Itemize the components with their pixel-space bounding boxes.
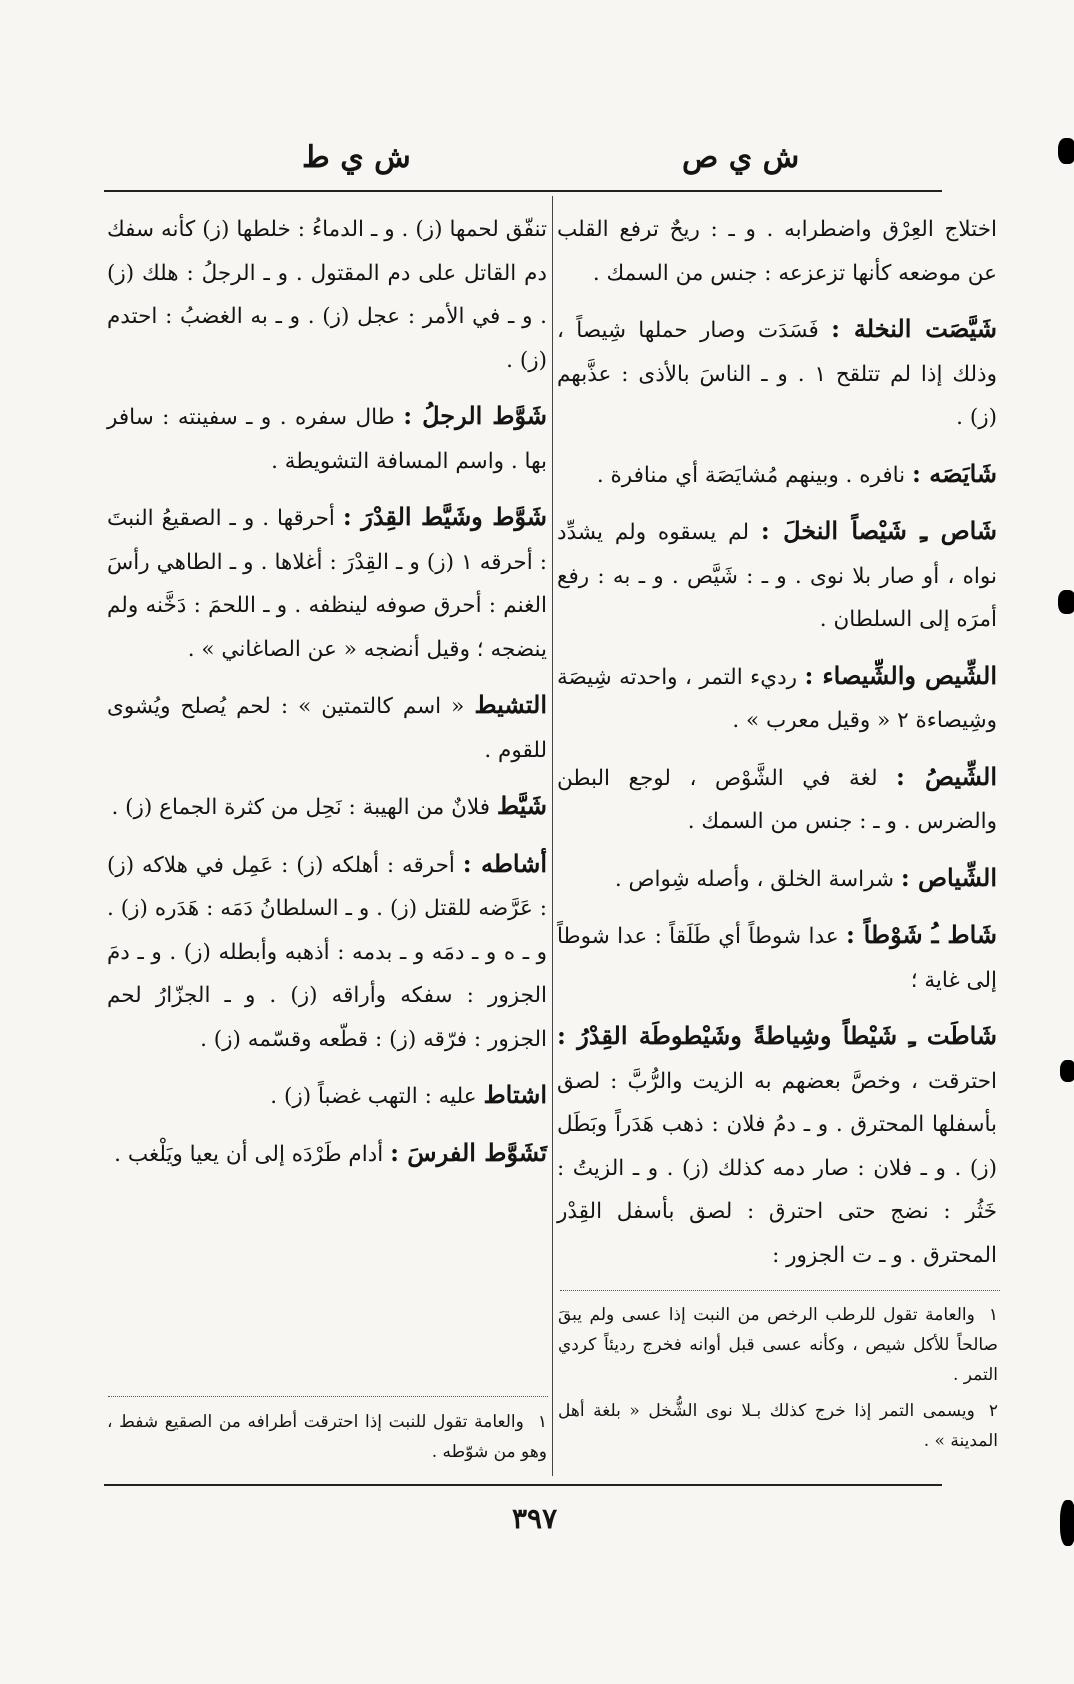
headword: تَشَوَّط الفرسَ : <box>390 1137 547 1167</box>
headword: الشِّياص : <box>900 862 997 892</box>
headword: شَيَّط <box>496 791 547 820</box>
definition: طال سفره . و ـ سفينته : سافر بها . واسم المسافة التشويطة . <box>107 405 547 474</box>
edge-ink-mark <box>1060 1500 1074 1546</box>
top-rule <box>104 190 942 192</box>
headword: شَيَّصَت النخلة : <box>831 314 997 343</box>
entry <box>107 683 547 772</box>
right-column <box>557 206 997 1289</box>
entry <box>557 509 997 642</box>
definition: اختلاج العِرْق واضطرابه . و ـ : ريحٌ ترفع القلب عن موضعه كأنها تزعزعه : جنس من السمك . <box>557 217 997 286</box>
footnote-text: والعامة تقول للرطب الرخص من النبت إذا عسى ولم يبقَ صالحاً للأكل شيص ، وكأنه عسى قبل أوانه فخرج رديئاً كردي التمر . <box>558 1305 998 1385</box>
footnote-text: ويسمى التمر إذا خرج كذلك بـلا نوى الشُّخل « بلغة أهل المدينة » . <box>558 1401 998 1451</box>
entry <box>557 452 997 498</box>
footnote-number: ١ <box>988 1305 998 1325</box>
definition: لم يسقوه ولم يشدِّد نواه ، أو صار بلا نوى . و ـ : شَيَّص . و ـ به : رفع أمرَه إلى السلطان . <box>557 520 997 632</box>
edge-ink-mark <box>1060 1060 1074 1082</box>
page-number: ٣٩٧ <box>512 1502 558 1535</box>
headword: الشِّيص والشِّيصاء : <box>804 660 997 690</box>
entry <box>107 206 547 382</box>
headword: أشاطه : <box>462 848 548 878</box>
headword: التشيط <box>474 690 547 719</box>
entry <box>557 307 997 440</box>
entry <box>107 495 547 671</box>
entry <box>557 913 997 1002</box>
definition: عليه : التهب غضباً (ز) . <box>270 1084 477 1109</box>
definition: عدا شوطاً أي طَلَقاً : عدا شوطاً إلى غاية ؛ <box>557 924 997 993</box>
footnote-number: ١ <box>537 1412 547 1432</box>
column-divider <box>552 196 553 1476</box>
definition: احترقت ، وخصَّ بعضهم به الزيت والرُّبَّ : لصق بأسفلها المحترق . و ـ دمُ فلان : ذهب هَدَراً وبَطَل (ز) . و ـ فلان : صار دمه كذلك (ز) . و ـ الزيتُ : خَثُر : نضج حتى احترق : لصق بأسفل القِدْر المحترق . و ـ ت الجزور : <box>557 1068 997 1268</box>
definition: أحرقه : أهلكه (ز) : عَمِل في هلاكه (ز) : عَرَّضه للقتل (ز) . و ـ السلطانُ دَمَه : هَدَره (ز) . و ـ ه و ـ دمَه و ـ بدمه : أذهبه وأبطله (ز) . و ـ دمَ الجزور : سفكه وأراقه (ز) . و ـ الجزّارُ لحم الجزور : فرّقه (ز) : قطّعه وقسّمه (ز) . <box>107 852 547 1052</box>
headword: شَوَّط وشَيَّط القِدْرَ : <box>342 502 547 531</box>
left-footnote-separator <box>108 1396 548 1397</box>
entry <box>557 654 997 743</box>
headword: اشتاط <box>483 1080 547 1109</box>
right-footnote-separator <box>560 1290 1000 1291</box>
footnote-number: ٢ <box>988 1401 998 1421</box>
definition: فَسَدَت وصار حملها شِيصاً ، وذلك إذا لم تتلقح ١ . و ـ الناسَ بالأذى : عذَّبهم (ز) . <box>557 318 997 430</box>
bottom-rule <box>104 1484 942 1486</box>
headword: شَاط ـُ شَوْطاً : <box>845 920 997 949</box>
definition: تنفّق لحمها (ز) . و ـ الدماءُ : خلطها (ز) كأنه سفك دم القاتل على دم المقتول . و ـ الرجلُ : هلك (ز) . و ـ في الأمر : عجل (ز) . و ـ به الغضبُ : احتدم (ز) . <box>107 217 547 373</box>
entry <box>557 1014 997 1277</box>
footnote <box>558 1300 998 1390</box>
right-footnotes <box>558 1300 998 1462</box>
definition: نافره . وبينهم مُشايَصَة أي منافرة . <box>596 462 906 488</box>
entry <box>557 856 997 902</box>
right-column-header: ش ي ص <box>682 140 800 175</box>
entry <box>107 842 547 1062</box>
entry <box>107 1131 547 1177</box>
footnote <box>107 1407 547 1467</box>
footnote-text: والعامة تقول للنبت إذا احترقت أطرافه من الصقيع شفط ، وهو من شوّطه . <box>107 1412 547 1462</box>
entry <box>557 206 997 295</box>
edge-ink-mark <box>1058 590 1074 614</box>
headword: شَاص ـِ شَيْصاً النخلَ : <box>760 516 997 545</box>
left-footnotes <box>107 1407 547 1473</box>
definition: « اسم كالتمتين » : لحم يُصلح ويُشوى للقوم . <box>107 694 547 763</box>
headword: شَاطَت ـِ شَيْطاً وشِياطةً وشَيْطوطَة القِدْرُ : <box>557 1021 997 1050</box>
definition: أحرقها . و ـ الصقيعُ النبتَ : أحرقه ١ (ز) و ـ القِدْرَ : أغلاها . و ـ الطاهي رأسَ الغنم : أحرق صوفه لينظفه . و ـ اللحمَ : دَخَّنه ولم ينضجه ؛ وقيل أنضجه « عن الصاغاني » . <box>107 506 547 662</box>
edge-ink-mark <box>1058 138 1074 164</box>
definition: فلانٌ من الهيبة : نَحِل من كثرة الجماع (ز) . <box>111 795 491 820</box>
footnote <box>558 1396 998 1456</box>
definition: شراسة الخلق ، وأصله شِواص . <box>614 866 894 892</box>
entry <box>557 755 997 844</box>
definition: رديء التمر ، واحدته شِيصَة وشِيصاءة ٢ « وقيل معرب » . <box>557 664 997 733</box>
headword: شَايَصَه : <box>912 458 997 488</box>
entry <box>107 394 547 483</box>
headword: الشِّيصُ : <box>896 761 998 791</box>
entry <box>107 784 547 830</box>
definition: أدام طَرْدَه إلى أن يعيا ويَلْغب . <box>114 1141 384 1167</box>
headword: شَوَّط الرجلُ : <box>403 401 547 430</box>
definition: لغة في الشَّوْص ، لوجع البطن والضرس . و ـ : جنس من السمك . <box>557 765 997 834</box>
left-column-header: ش ي ط <box>302 140 411 175</box>
left-column <box>107 206 547 1188</box>
entry <box>107 1073 547 1119</box>
